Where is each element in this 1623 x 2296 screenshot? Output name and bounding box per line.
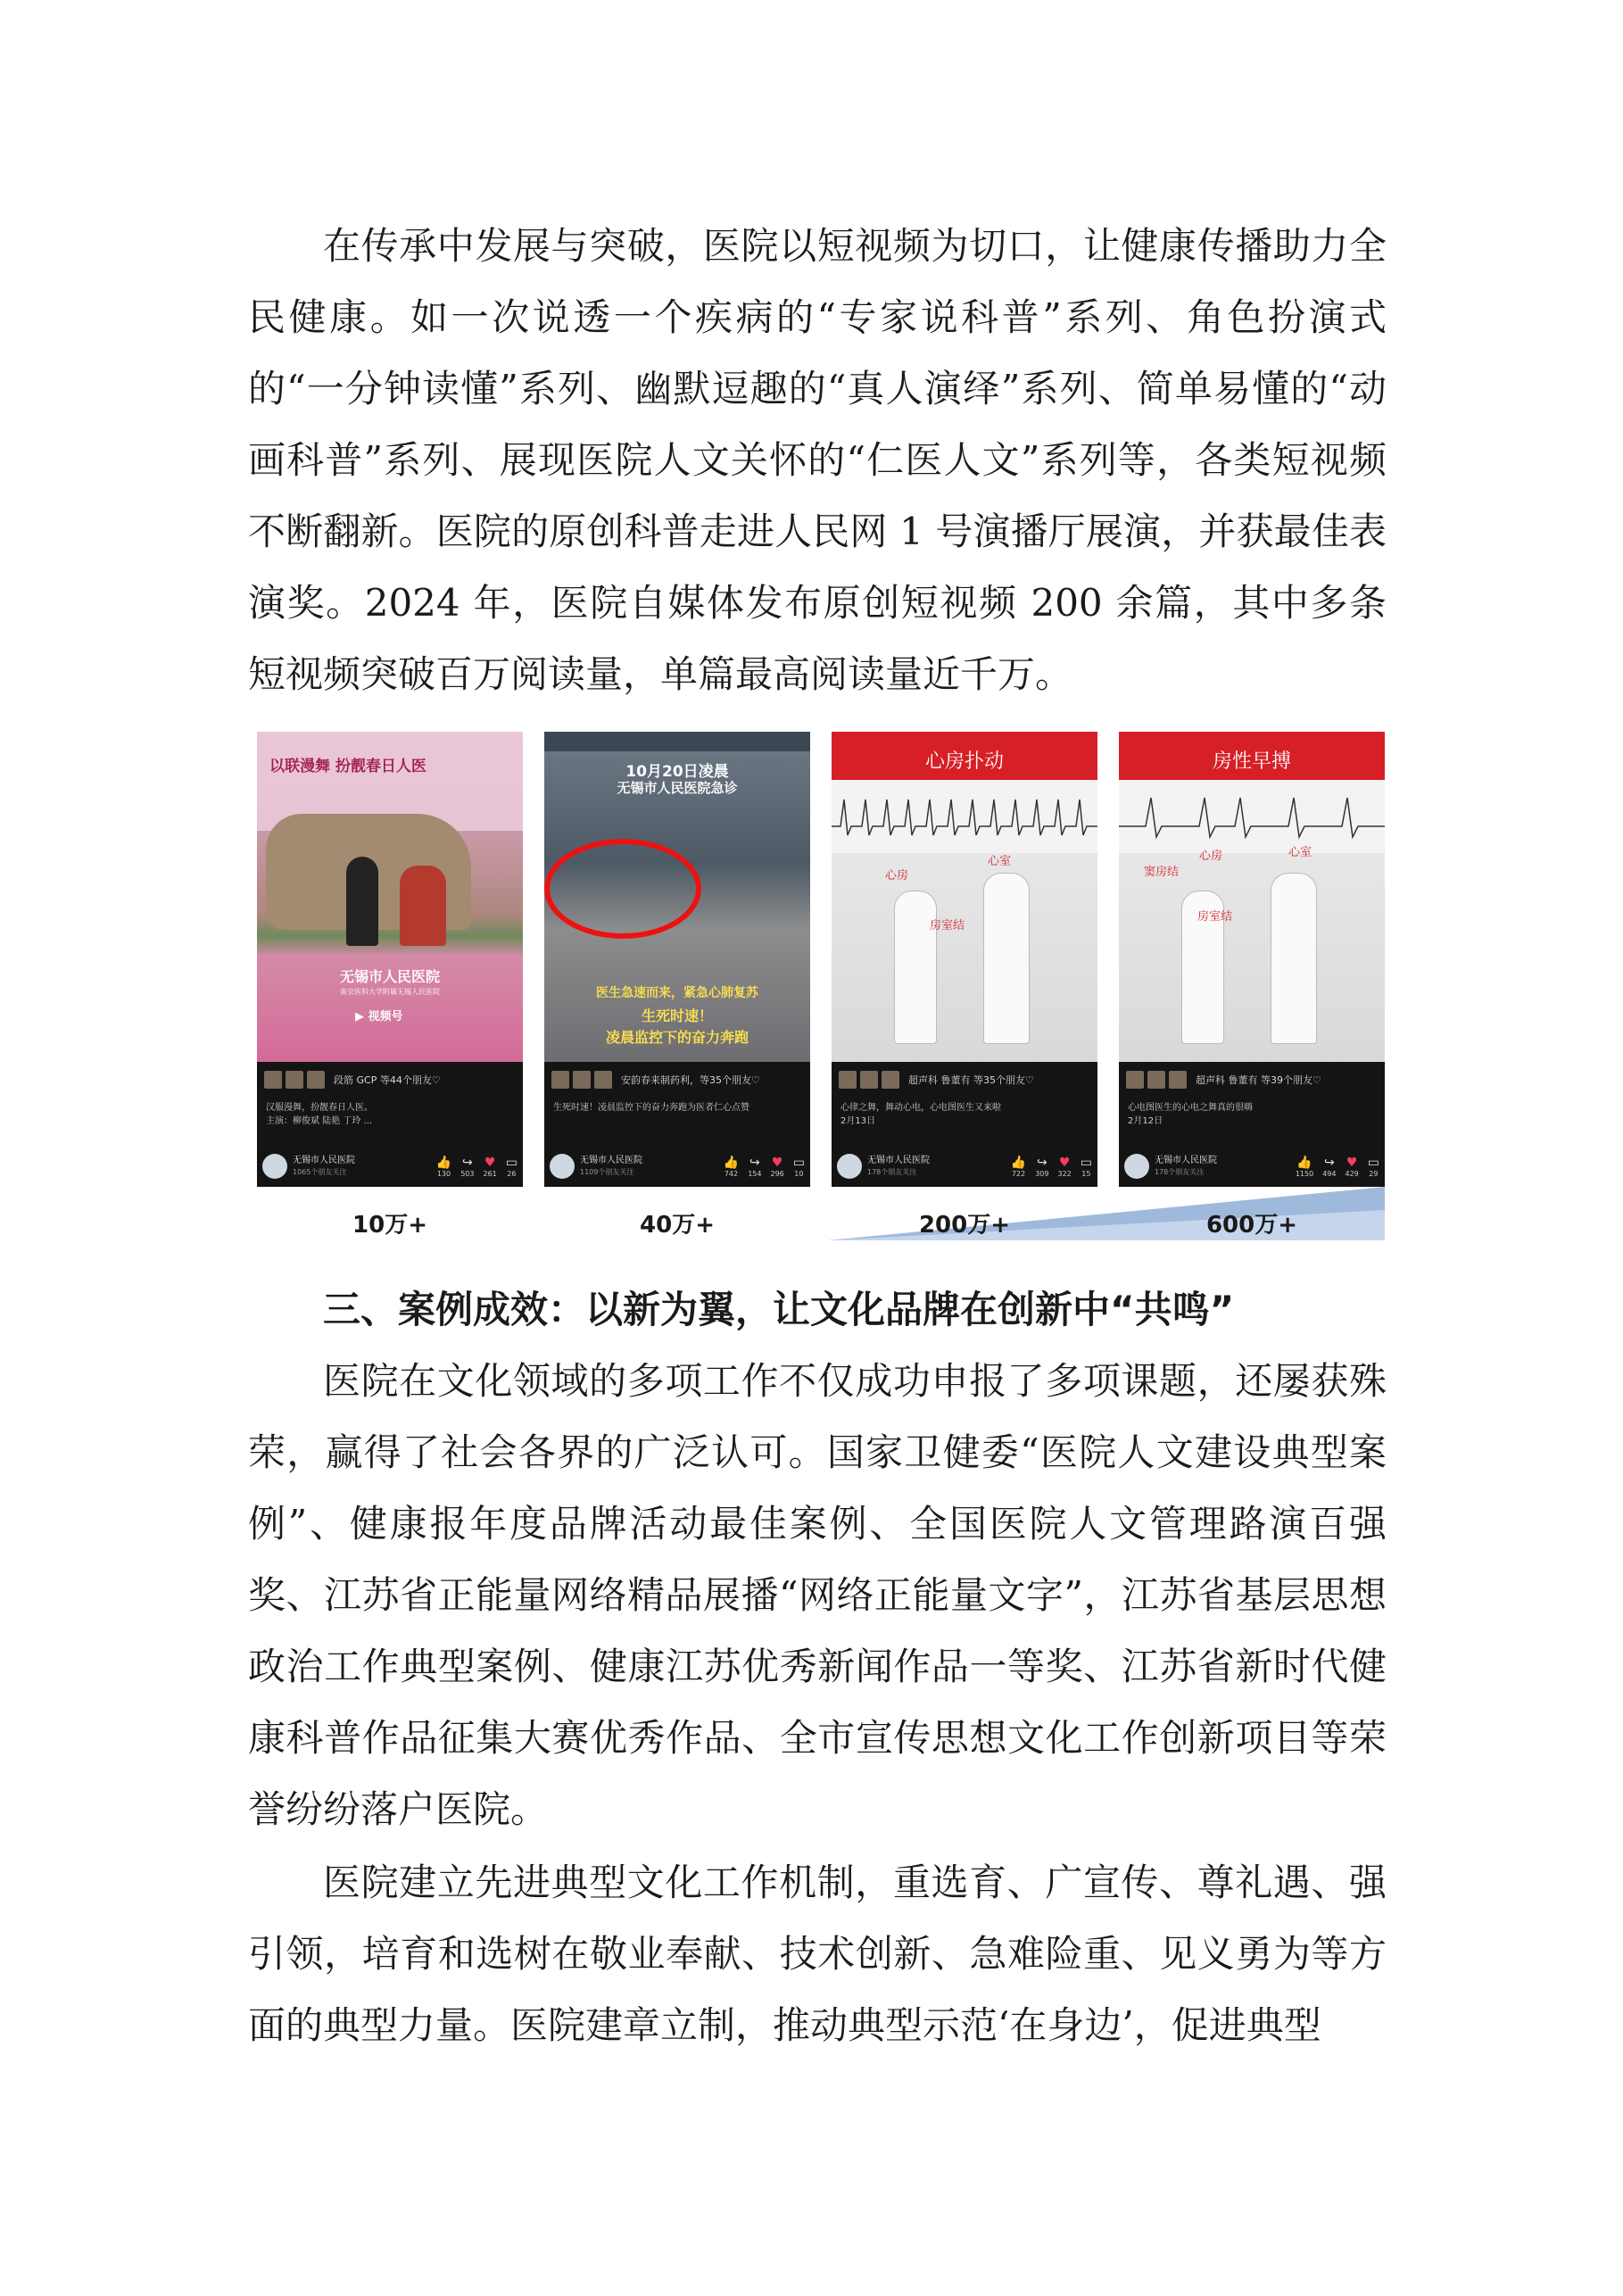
comment-icon: ▭ [1080, 1155, 1092, 1170]
account-name: 无锡市人民医院 [293, 1156, 355, 1165]
view-count-label: 40万+ [640, 1212, 715, 1239]
video-screenshot-2 [544, 732, 810, 1187]
heart-count: 261 [483, 1169, 497, 1178]
view-count-label: 600万+ [1205, 1212, 1298, 1239]
comment-count: 10 [794, 1169, 804, 1178]
video-screenshot-3 [832, 732, 1097, 1187]
account-bar [262, 1151, 518, 1181]
comment-icon: ▭ [1367, 1155, 1379, 1170]
comment-icon: ▭ [792, 1155, 805, 1170]
comment-count: 29 [1369, 1169, 1379, 1178]
friends-row [1126, 1071, 1321, 1089]
friend-avatar [1147, 1071, 1165, 1089]
follower-count: 178个朋友关注 [867, 1168, 917, 1176]
video-title-line: 10月20日凌晨 [625, 763, 729, 781]
hospital-name: 无锡市人民医院 [339, 968, 440, 985]
heart-part-label: 房室结 [1197, 910, 1233, 924]
video-screenshot-4 [1119, 732, 1385, 1187]
friend-avatar [286, 1071, 303, 1089]
engagement-stats [724, 1156, 805, 1178]
section-heading: 三、案例成效：以新为翼，让文化品牌在创新中“共鸣” [323, 1288, 1235, 1331]
caption-line: 心律之舞，舞动心电，心电图医生又来啦 [840, 1103, 1001, 1113]
avatar [837, 1154, 862, 1179]
share-count: 503 [460, 1169, 475, 1178]
heart-part-label: 心房 [885, 869, 909, 883]
paragraph-role-models: 医院建立先进典型文化工作机制，重选育、广宣传、尊礼遇、强引领，培育和选树在敬业奉献、技术创新、急难险重、见义勇为等方面的典型力量。医院建章立制，推动典型示范‘在身边’，促进典型 [248, 1861, 1387, 2047]
comment-icon: ▭ [505, 1155, 518, 1170]
video-feed-panel [832, 1062, 1097, 1187]
thumbs-up-icon: 👍 [1296, 1155, 1312, 1170]
video-subtitle: 凌晨监控下的奋力奔跑 [605, 1029, 749, 1046]
account-name: 无锡市人民医院 [1155, 1156, 1217, 1165]
caption-line: 汉服漫舞，扮靓春日人医。 [266, 1103, 373, 1113]
like-count: 1150 [1295, 1169, 1314, 1178]
video-title: 心房扑动 [924, 750, 1004, 773]
avatar [262, 1154, 287, 1179]
follower-count: 1065个朋友关注 [293, 1168, 347, 1176]
share-icon: ↪ [1323, 1155, 1335, 1170]
heart-icon: ♥ [1346, 1155, 1358, 1170]
friends-row [551, 1071, 760, 1089]
comment-count: 26 [507, 1169, 517, 1178]
avatar [550, 1154, 575, 1179]
heart-count: 322 [1057, 1169, 1072, 1178]
engagement-stats [436, 1156, 518, 1178]
account-bar [1124, 1151, 1379, 1181]
like-count: 742 [724, 1169, 739, 1178]
comment-count: 15 [1081, 1169, 1091, 1178]
heart-icon: ♥ [1058, 1155, 1071, 1170]
video-feed-panel [257, 1062, 523, 1187]
like-count: 722 [1011, 1169, 1026, 1178]
studio-scene [832, 853, 1097, 1062]
hospital-subtitle: 南京医科大学附属无锡人民医院 [340, 988, 440, 996]
like-count: 130 [436, 1169, 451, 1178]
friends-liked-text: 段筋 GCP 等44个朋友♡ [334, 1074, 441, 1086]
heart-count: 296 [770, 1169, 784, 1178]
heart-part-label: 窦房结 [1144, 866, 1180, 879]
heart-count: 429 [1345, 1169, 1359, 1178]
account-bar [550, 1151, 805, 1181]
thumbs-up-icon: 👍 [435, 1155, 452, 1170]
friends-row [264, 1071, 441, 1089]
share-count: 494 [1322, 1169, 1337, 1178]
video-subtitle: 医生急速而来，紧急心肺复苏 [596, 986, 758, 1000]
account-info [293, 1155, 391, 1178]
ecg-waveform [1119, 791, 1385, 844]
highlight-circle [544, 839, 701, 939]
video-top-bar [544, 732, 810, 751]
dancer-figure [400, 866, 446, 946]
doctor-figure [983, 873, 1030, 1044]
video-banner-text: 以联漫舞 扮靓春日人医 [269, 758, 426, 775]
friend-avatar [551, 1071, 569, 1089]
dancer-figure [346, 857, 378, 946]
paragraph-awards: 医院在文化领域的多项工作不仅成功申报了多项课题，还屡获殊荣，赢得了社会各界的广泛认可。国家卫健委“医院人文建设典型案例”、健康报年度品牌活动最佳案例、全国医院人文管理路演百强奖、江苏省正能量网络精品展播“网络正能量文字”，江苏省基层思想政治工作典型案例、健康江苏优秀新闻作品一等奖、江苏省新时代健康科普作品征集大赛优秀作品、全市宣传思想文化工作创新项目等荣誉纷纷落户医院。 [248, 1359, 1387, 1831]
friend-avatar [839, 1071, 857, 1089]
share-count: 154 [748, 1169, 762, 1178]
friends-liked-text: 超声科 鲁董有 等35个朋友♡ [908, 1074, 1034, 1086]
video-frame [544, 732, 810, 1062]
view-count-label: 10万+ [352, 1212, 427, 1239]
caption-line: 生死时速！凌晨监控下的奋力奔跑为医者仁心点赞 [553, 1103, 749, 1113]
friend-avatar [594, 1071, 612, 1089]
video-title: 房性早搏 [1212, 750, 1291, 773]
video-caption [266, 1101, 516, 1128]
video-frame [1119, 732, 1385, 1062]
heart-part-label: 心房 [1199, 850, 1223, 863]
video-caption [840, 1101, 1090, 1128]
thumbs-up-icon: 👍 [723, 1155, 740, 1170]
heart-part-label: 心室 [988, 855, 1012, 868]
video-caption [1128, 1101, 1378, 1128]
account-name: 无锡市人民医院 [867, 1156, 930, 1165]
heart-icon: ♥ [771, 1155, 783, 1170]
video-feed-panel [1119, 1062, 1385, 1187]
channel-label: ▶ 视频号 [355, 1010, 403, 1024]
avatar [1124, 1154, 1149, 1179]
ecg-waveform [832, 791, 1097, 844]
friends-liked-text: 超声科 鲁董有 等39个朋友♡ [1196, 1074, 1321, 1086]
friend-avatar [860, 1071, 878, 1089]
video-title-line: 无锡市人民医院急诊 [617, 780, 738, 796]
follower-count: 1109个朋友关注 [580, 1168, 634, 1176]
follower-count: 178个朋友关注 [1155, 1168, 1205, 1176]
friend-avatar [573, 1071, 591, 1089]
share-count: 309 [1035, 1169, 1049, 1178]
friend-avatar [1169, 1071, 1187, 1089]
share-icon: ↪ [1036, 1155, 1047, 1170]
account-info [1155, 1155, 1253, 1178]
share-icon: ↪ [461, 1155, 473, 1170]
caption-date: 2月12日 [1128, 1116, 1163, 1126]
heart-part-label: 房室结 [930, 919, 965, 932]
heart-part-label: 心室 [1288, 846, 1312, 859]
video-frame [832, 732, 1097, 1062]
doctor-figure [1271, 873, 1317, 1044]
engagement-stats [1011, 1156, 1092, 1178]
friend-avatar [882, 1071, 899, 1089]
share-icon: ↪ [749, 1155, 760, 1170]
caption-date: 2月13日 [840, 1116, 876, 1126]
account-info [580, 1155, 678, 1178]
video-frame [257, 732, 523, 1062]
video-feed-panel [544, 1062, 810, 1187]
video-subtitle: 生死时速！ [641, 1007, 713, 1024]
short-video-figure [257, 732, 1385, 1240]
account-name: 无锡市人民医院 [580, 1156, 642, 1165]
thumbs-up-icon: 👍 [1010, 1155, 1027, 1170]
heart-icon: ♥ [484, 1155, 496, 1170]
doctor-figure [894, 891, 937, 1044]
friend-avatar [264, 1071, 282, 1089]
paragraph-short-video: 在传承中发展与突破，医院以短视频为切口，让健康传播助力全民健康。如一次说透一个疾病的“专家说科普”系列、角色扮演式的“一分钟读懂”系列、幽默逗趣的“真人演绎”系列、简单易懂的“动画科普”系列、展现医院人文关怀的“仁医人文”系列等，各类短视频不断翻新。医院的原创科普走进人民网 1 号演播厅展演，并获最佳表演奖。2024 年，医院自媒体发布原创短视频 200 余篇，其中多条短视频突破百万阅读量，单篇最高阅读量近千万。 [248, 224, 1387, 696]
caption-line: 主演：柳俊斌 陆艳 丁玲 ... [266, 1116, 373, 1126]
caption-line: 心电图医生的心电之舞真的很嗨 [1128, 1103, 1253, 1113]
engagement-stats [1296, 1156, 1379, 1178]
account-info [867, 1155, 965, 1178]
account-bar [837, 1151, 1092, 1181]
view-count-label: 200万+ [918, 1212, 1011, 1239]
friends-row [839, 1071, 1034, 1089]
video-screenshot-1 [257, 732, 523, 1187]
studio-scene [1119, 853, 1385, 1062]
friend-avatar [1126, 1071, 1144, 1089]
friends-liked-text: 安韵春来制药利，等35个朋友♡ [621, 1074, 760, 1086]
video-caption [553, 1101, 803, 1115]
friend-avatar [307, 1071, 325, 1089]
